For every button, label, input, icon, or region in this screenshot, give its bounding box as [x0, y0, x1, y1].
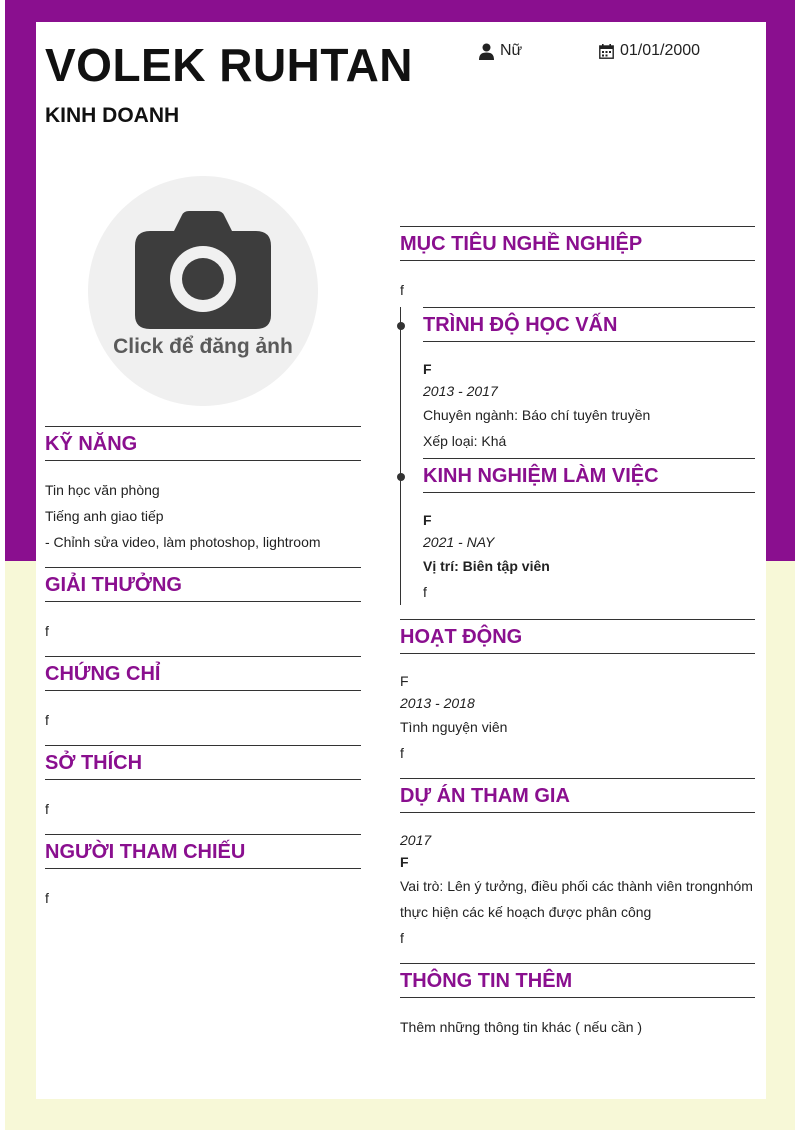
certificates-text[interactable]: f — [45, 712, 49, 728]
experience-position: Vị trí: Biên tập viên — [423, 558, 550, 574]
photo-caption: Click để đăng ảnh — [113, 335, 293, 358]
section-title[interactable]: KINH NGHIỆM LÀM VIỆC — [423, 465, 659, 487]
birthdate-field[interactable] — [599, 42, 700, 60]
activity-text: f — [400, 745, 404, 761]
birthdate-value: 01/01/2000 — [620, 42, 701, 59]
education-period: 2013 - 2017 — [423, 383, 498, 399]
camera-icon — [134, 209, 272, 334]
list-item: - Chỉnh sửa video, làm photoshop, lightroom — [45, 534, 321, 550]
skills-list[interactable] — [45, 461, 361, 567]
activity-role: Tình nguyện viên — [400, 719, 508, 735]
section-title[interactable]: SỞ THÍCH — [45, 752, 143, 774]
projects-section — [400, 778, 755, 963]
user-icon — [479, 43, 494, 60]
section-title[interactable]: HOẠT ĐỘNG — [400, 626, 523, 648]
awards-text[interactable]: f — [45, 623, 49, 639]
hobbies-text[interactable]: f — [45, 801, 49, 817]
right-column — [400, 226, 755, 1052]
certificates-section — [45, 656, 361, 745]
section-title[interactable]: CHỨNG CHỈ — [45, 663, 161, 685]
cv-page — [36, 22, 766, 1099]
section-title[interactable]: TRÌNH ĐỘ HỌC VẤN — [423, 314, 618, 336]
experience-period: 2021 - NAY — [423, 534, 495, 550]
extra-info-text[interactable]: Thêm những thông tin khác ( nếu cần ) — [400, 1019, 643, 1035]
activity-org: F — [400, 673, 409, 689]
timeline — [400, 307, 755, 605]
projects-entry[interactable] — [400, 813, 755, 963]
section-title[interactable]: DỰ ÁN THAM GIA — [400, 785, 570, 807]
list-item: Tin học văn phòng — [45, 482, 160, 498]
section-title[interactable]: NGƯỜI THAM CHIẾU — [45, 841, 246, 863]
section-title[interactable]: KỸ NĂNG — [45, 433, 138, 455]
references-text[interactable]: f — [45, 890, 49, 906]
company-name: F — [423, 512, 432, 528]
references-section — [45, 834, 361, 923]
skills-section — [45, 426, 361, 567]
school-name: F — [423, 361, 432, 377]
education-entry[interactable] — [423, 342, 755, 458]
project-name: F — [400, 854, 409, 870]
timeline-dot — [397, 473, 405, 481]
calendar-icon — [599, 44, 614, 59]
education-major: Chuyên ngành: Báo chí tuyên truyền — [423, 407, 651, 423]
project-year: 2017 — [400, 832, 432, 848]
awards-section — [45, 567, 361, 656]
full-name[interactable]: VOLEK RUHTAN — [45, 39, 414, 91]
activity-period: 2013 - 2018 — [400, 695, 475, 711]
objective-section — [400, 226, 755, 307]
gender-field[interactable] — [479, 42, 522, 60]
hobbies-section — [45, 745, 361, 834]
project-text: f — [400, 930, 404, 946]
activities-section — [400, 619, 755, 778]
objective-text[interactable]: f — [400, 282, 404, 298]
photo-upload[interactable] — [88, 176, 318, 406]
project-role: Vai trò: Lên ý tưởng, điều phối các thành viên trongnhóm thực hiện các kế hoạch được phân công — [400, 878, 753, 920]
list-item: Tiếng anh giao tiếp — [45, 508, 164, 524]
experience-section — [423, 458, 755, 605]
activities-entry[interactable] — [400, 654, 755, 778]
education-section — [423, 307, 755, 458]
section-title[interactable]: MỤC TIÊU NGHỀ NGHIỆP — [400, 233, 643, 255]
section-title[interactable]: THÔNG TIN THÊM — [400, 970, 573, 992]
job-title[interactable]: KINH DOANH — [45, 104, 180, 127]
extra-info-section — [400, 963, 755, 1052]
left-column — [45, 426, 361, 923]
experience-text: f — [423, 584, 427, 600]
experience-entry[interactable] — [423, 493, 755, 605]
gender-value: Nữ — [500, 42, 523, 59]
section-title[interactable]: GIẢI THƯỞNG — [45, 574, 182, 596]
education-grade: Xếp loại: Khá — [423, 433, 507, 449]
timeline-dot — [397, 322, 405, 330]
